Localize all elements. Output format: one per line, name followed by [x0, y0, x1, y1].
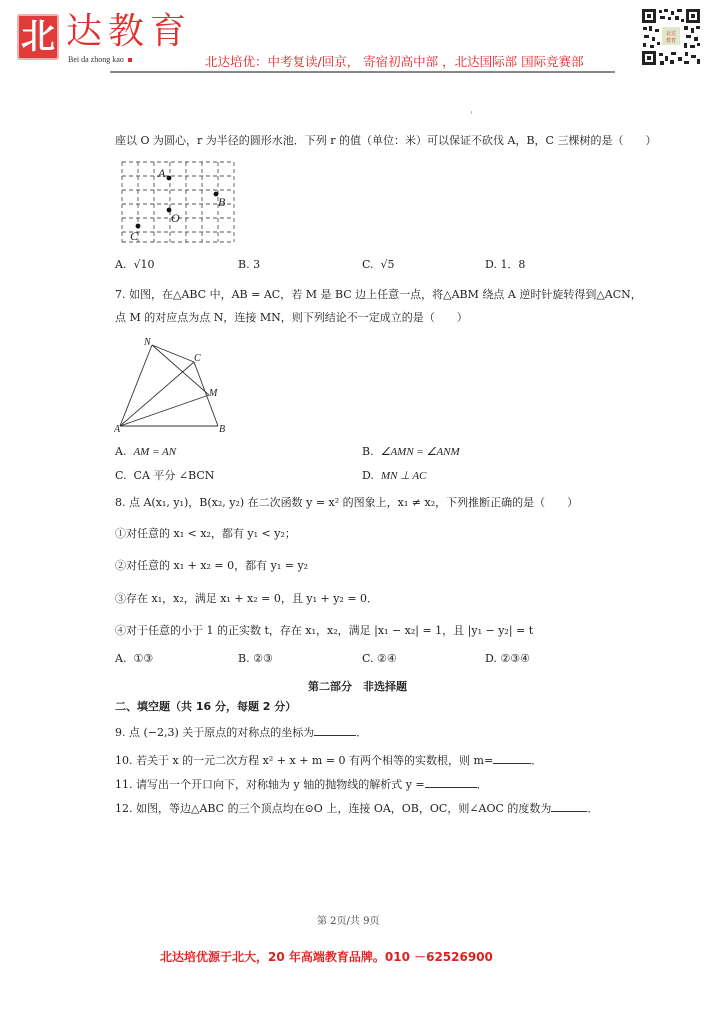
option-label: D.	[485, 652, 497, 665]
option-value: ②③	[253, 652, 273, 665]
label-c: C	[194, 353, 201, 364]
option-value: AM = AN	[133, 446, 177, 458]
option-label: A.	[115, 258, 127, 271]
q12	[115, 801, 598, 816]
q8-stem: 8. 点 A(x₁, y₁)，B(x₂, y₂) 在二次函数 y = x² 的图象上，x₁ ≠ x₂，下列推断正确的是（ ）	[115, 496, 579, 509]
option-value: √5	[380, 258, 395, 271]
q12-answer-blank[interactable]	[551, 801, 587, 812]
q11	[115, 777, 488, 792]
label-o: O	[171, 211, 180, 225]
part2-title: 第二部分 非选择题	[308, 680, 407, 693]
q8-option-d	[485, 652, 530, 666]
q8-option-a	[115, 652, 153, 666]
q11-end: ．	[476, 778, 488, 791]
page-number: 第 2页/共 9页	[317, 916, 380, 927]
option-label: D.	[362, 469, 374, 482]
q10-text: 10. 若关于 x 的一元二次方程 x² + x + m = 0 有两个相等的实数根，则 m=	[115, 754, 494, 767]
option-label: A.	[115, 445, 127, 458]
section-fill-in-title: 二、填空题（共 16 分，每题 2 分）	[115, 700, 297, 713]
option-label: C.	[115, 469, 127, 482]
label-a: A	[114, 424, 121, 435]
svg-text:北达: 北达	[665, 31, 677, 37]
q7-triangle-figure	[114, 336, 234, 436]
label-m: M	[209, 388, 218, 399]
q12-end: ．	[587, 802, 599, 815]
logo-mark: 北	[17, 14, 59, 60]
option-label: D.	[485, 258, 497, 271]
q9-answer-blank[interactable]	[314, 725, 356, 736]
label-n: N	[144, 337, 151, 348]
label-c: C	[130, 229, 139, 243]
q7-option-a	[115, 445, 176, 459]
option-label: C.	[362, 258, 374, 271]
q6-option-a	[115, 258, 154, 272]
option-value: ②④	[377, 652, 397, 665]
header-divider	[110, 71, 615, 73]
q6-option-b	[238, 258, 260, 272]
option-value: 1．8	[500, 258, 526, 271]
logo-title: 达教育	[66, 11, 193, 52]
q11-answer-blank[interactable]	[425, 777, 477, 788]
q12-text: 12. 如图，等边△ABC 的三个顶点均在⊙O 上，连接 OA，OB，OC，则∠AOC 的度数为	[115, 802, 552, 815]
q10-answer-blank[interactable]	[493, 753, 531, 764]
label-b: B	[218, 195, 226, 209]
q7-option-c	[115, 469, 214, 483]
q9	[115, 725, 367, 740]
option-value: 3	[253, 258, 261, 271]
q8-statement-1: ①对任意的 x₁ < x₂，都有 y₁ < y₂；	[115, 527, 296, 540]
label-a: A	[158, 166, 166, 180]
logo-subtitle-text: Bei da zhong kao	[68, 55, 124, 64]
q11-text: 11. 请写出一个开口向下，对称轴为 y 轴的抛物线的解析式 y =	[115, 778, 425, 791]
point-c	[136, 224, 141, 229]
option-label: A.	[115, 652, 127, 665]
q8-statement-3: ③存在 x₁，x₂，满足 x₁ + x₂ = 0，且 y₁ + y₂ = 0．	[115, 592, 379, 605]
option-value: CA 平分 ∠BCN	[133, 469, 215, 482]
q7-option-d	[362, 469, 426, 483]
q10-end: ．	[531, 754, 543, 767]
label-b: B	[219, 424, 226, 435]
option-value: ∠AMN = ∠ANM	[380, 446, 460, 458]
q8-option-c	[362, 652, 397, 666]
svg-text:教育: 教育	[665, 38, 677, 44]
q8-option-b	[238, 652, 273, 666]
footer-advertisement: 北达培优源于北大，20 年高端教育品牌。010 －62526900	[160, 950, 493, 964]
q6-option-c	[362, 258, 395, 272]
q6-text: 座以 O 为圆心，r 为半径的圆形水池．下列 r 的值（单位：米）可以保证不砍伐 A，B，C 三棵树的是（ ）	[115, 134, 657, 147]
q6-grid-figure	[120, 160, 236, 244]
qr-code-icon	[640, 7, 702, 67]
q8-statement-4: ④对于任意的小于 1 的正实数 t，存在 x₁，x₂，满足 |x₁ − x₂| = 1，且 |y₁ − y₂| = t	[115, 624, 534, 637]
logo-square-icon	[128, 58, 132, 62]
option-value: ②③④	[500, 652, 531, 665]
q7-line1: 7. 如图，在△ABC 中，AB = AC，若 M 是 BC 边上任意一点，将△ABM 绕点 A 逆时针旋转得到△ACN，	[115, 288, 642, 301]
point-a	[167, 176, 172, 181]
option-value: √10	[133, 258, 155, 271]
header-slogan: 北达培优：中考复读/回京， 寄宿初高中部 ，北达国际部 国际竞赛部	[205, 54, 584, 69]
option-label: C.	[362, 652, 374, 665]
option-label: B.	[238, 652, 250, 665]
q8-statement-2: ②对任意的 x₁ + x₂ = 0，都有 y₁ = y₂	[115, 559, 309, 572]
q7-line2: 点 M 的对应点为点 N，连接 MN，则下列结论不一定成立的是（ ）	[115, 311, 468, 324]
option-label: B.	[362, 445, 374, 458]
q10	[115, 753, 542, 768]
scan-artifact	[471, 111, 472, 114]
logo-subtitle	[68, 55, 132, 64]
q9-end: ．	[356, 726, 368, 739]
option-value: MN ⊥ AC	[380, 470, 427, 482]
q6-option-d	[485, 258, 525, 272]
q7-option-b	[362, 445, 460, 459]
option-label: B.	[238, 258, 250, 271]
q9-text: 9. 点 (−2,3) 关于原点的对称点的坐标为	[115, 726, 315, 739]
option-value: ①③	[133, 652, 154, 665]
